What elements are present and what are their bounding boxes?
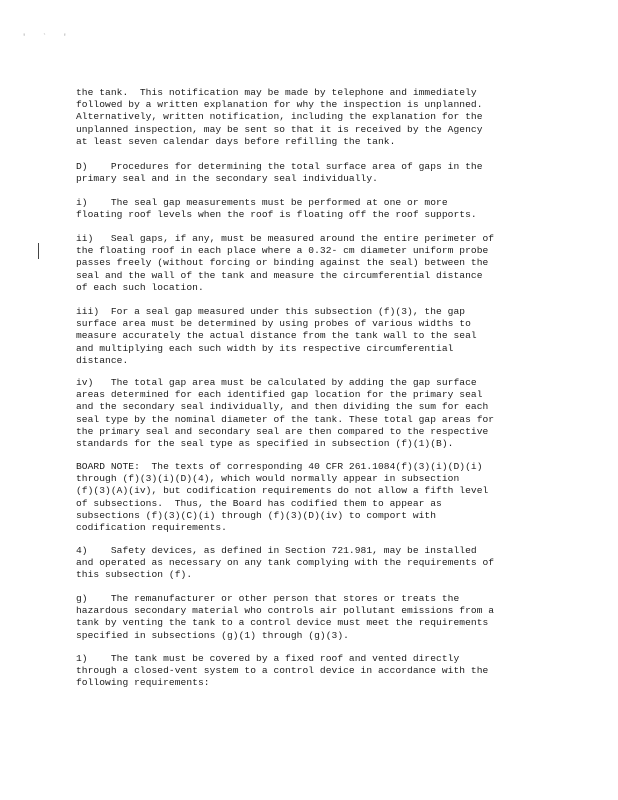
- paragraph-d-iv: iv) The total gap area must be calculated by adding the gap surface areas determined for each identified gap location for the primary seal and the secondary seal individually, and then dividing the sum for each seal type by the nominal diameter of the tank. These total gap areas for the primary seal and secondary seal are then compared to the respective standards for the seal type as specified in subsection (f)(1)(B).: [76, 377, 495, 450]
- paragraph-d-iii: iii) For a seal gap measured under this subsection (f)(3), the gap surface area must be determined by using probes of various widths to measure accurately the actual distance from the tank wall to the seal and multiplying each such width by its respective circumferential distance.: [76, 306, 477, 366]
- paragraph-d-procedures: D) Procedures for determining the total surface area of gaps in the primary seal and in the secondary seal individually.: [76, 161, 483, 185]
- paragraph-d-i: i) The seal gap measurements must be performed at one or more floating roof levels when the roof is floating off the roof supports.: [76, 197, 477, 221]
- paragraph-tank-notification: the tank. This notification may be made by telephone and immediately followed by a written explanation for why the inspection is unplanned. Alternatively, written notification, including the explanation for the unplanned inspection, may be sent so that it is received by the Agency at least seven calendar days before refilling the tank.: [76, 87, 483, 147]
- margin-change-bar: [38, 243, 39, 259]
- scan-specks: ' ` ': [22, 34, 74, 42]
- paragraph-board-note: BOARD NOTE: The texts of corresponding 40 CFR 261.1084(f)(3)(i)(D)(i) through (f)(3)(i)(D)(4), which would normally appear in subsection (f)(3)(A)(iv), but codification requirements do not allow a fifth level of subsections. Thus, the Board has codified them to appear as subsections (f)(3)(C)(i) through (f)(3)(D)(iv) to comport with codification requirements.: [76, 461, 489, 534]
- paragraph-g-intro: g) The remanufacturer or other person that stores or treats the hazardous secondary material who controls air pollutant emissions from a tank by venting the tank to a control device must meet the requirements specified in subsections (g)(1) through (g)(3).: [76, 593, 495, 641]
- paragraph-safety-devices: 4) Safety devices, as defined in Section 721.981, may be installed and operated as necessary on any tank complying with the requirements of this subsection (f).: [76, 545, 495, 581]
- paragraph-g-1: 1) The tank must be covered by a fixed roof and vented directly through a closed-vent system to a control device in accordance with the following requirements:: [76, 653, 489, 689]
- paragraph-d-ii: ii) Seal gaps, if any, must be measured around the entire perimeter of the floating roof in each place where a 0.32- cm diameter uniform probe passes freely (without forcing or binding against the seal) between the seal and the wall of the tank and measure the circumferential distance of each such location.: [76, 233, 495, 293]
